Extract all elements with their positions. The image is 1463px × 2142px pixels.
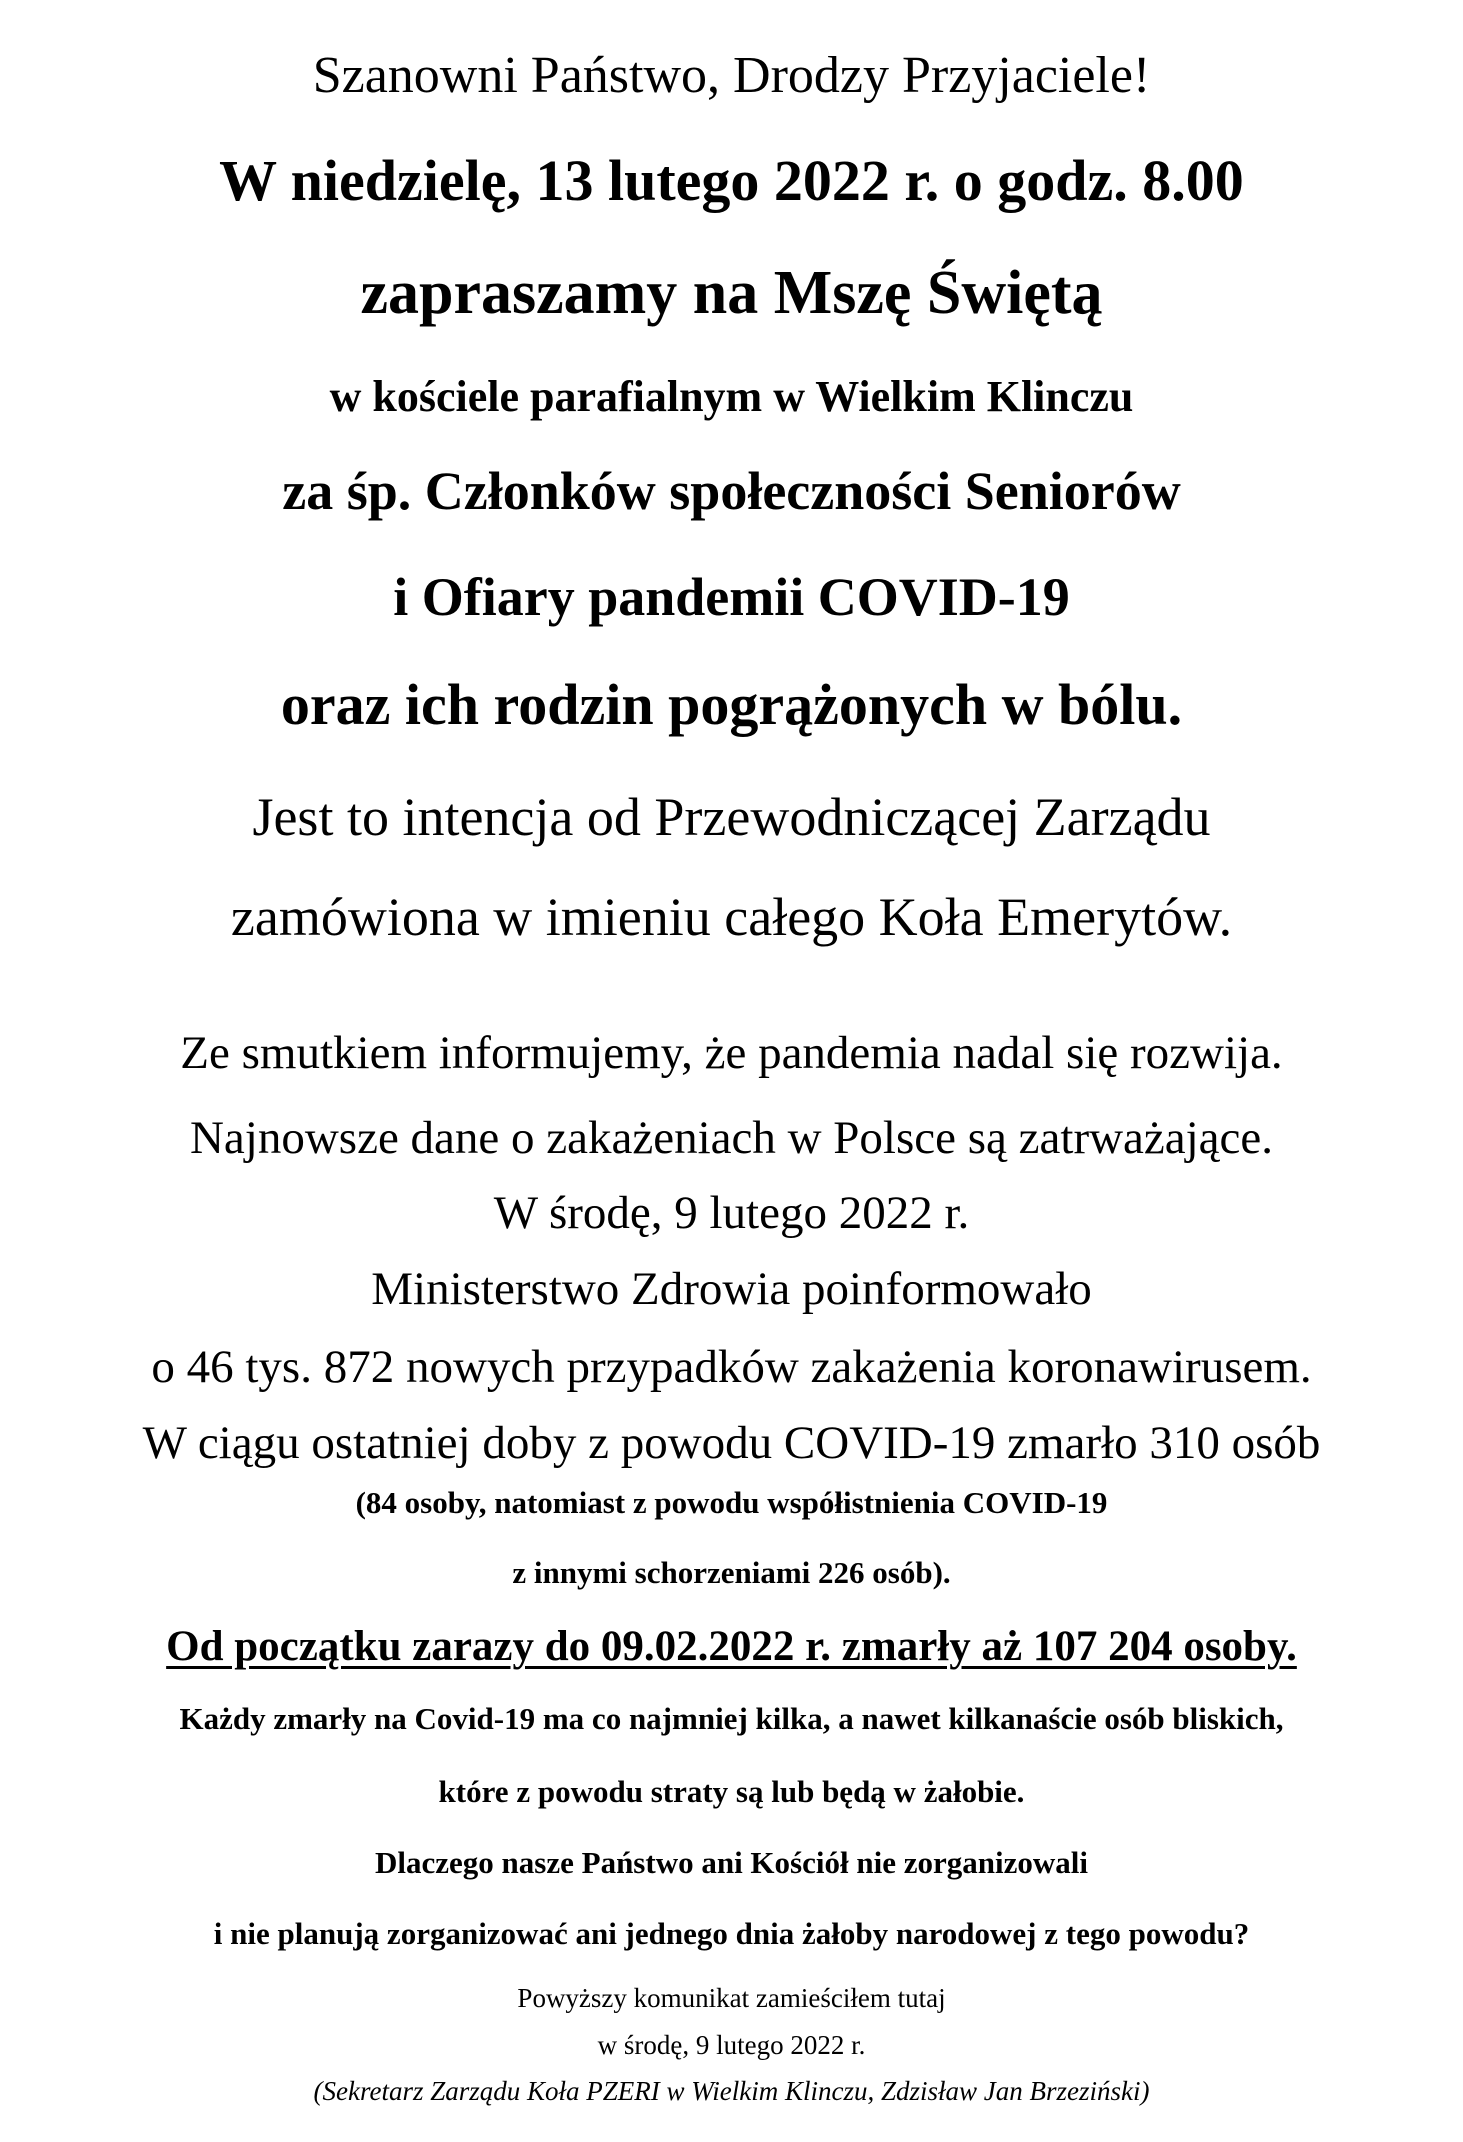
invitation-victims: i Ofiary pandemii COVID-19 [393, 567, 1070, 627]
news-line-3: W środę, 9 lutego 2022 r. [493, 1187, 970, 1239]
appeal-line-4: i nie planują zorganizować ani jednego dnia żałoby narodowej z tego powodu? [213, 1916, 1250, 1951]
invitation-church: w kościele parafialnym w Wielkim Klinczu [329, 372, 1134, 421]
appeal-line-2: które z powodu straty są lub będą w żałobie. [438, 1774, 1025, 1809]
appeal-line-1: Każdy zmarły na Covid-19 ma co najmniej kilka, a nawet kilkanaście osób bliskich, [179, 1701, 1284, 1736]
footer-line-2: w środę, 9 lutego 2022 r. [597, 2030, 866, 2060]
invitation-families: oraz ich rodzin pogrążonych w bólu. [280, 672, 1183, 737]
news-detail-1: (84 osoby, natomiast z powodu współistnienia COVID-19 [355, 1485, 1108, 1520]
news-line-5: o 46 tys. 872 nowych przypadków zakażenia koronawirusem. [151, 1341, 1312, 1393]
intention-line-2: zamówiona w imieniu całego Koła Emerytów. [230, 887, 1233, 947]
news-line-1: Ze smutkiem informujemy, że pandemia nadal się rozwija. [180, 1027, 1283, 1079]
invitation-mass: zapraszamy na Mszę Świętą [360, 259, 1103, 327]
news-line-2: Najnowsze dane o zakażeniach w Polsce są zatrważające. [189, 1112, 1274, 1164]
invitation-members: za śp. Członków społeczności Seniorów [282, 461, 1181, 521]
death-total-line: Od początku zarazy do 09.02.2022 r. zmarły aż 107 204 osoby. [166, 1623, 1297, 1670]
greeting: Szanowni Państwo, Drodzy Przyjaciele! [312, 47, 1151, 104]
footer-line-1: Powyższy komunikat zamieściłem tutaj [517, 1983, 946, 2013]
invitation-date: W niedzielę, 13 lutego 2022 r. o godz. 8.00 [219, 148, 1244, 213]
intention-line-1: Jest to intencja od Przewodniczącej Zarządu [252, 787, 1211, 847]
news-detail-2: z innymi schorzeniami 226 osób). [512, 1555, 951, 1590]
footer-signature: (Sekretarz Zarządu Koła PZERI w Wielkim Klinczu, Zdzisław Jan Brzeziński) [313, 2076, 1150, 2106]
news-line-6: W ciągu ostatniej doby z powodu COVID-19 zmarło 310 osób [142, 1417, 1321, 1469]
news-line-4: Ministerstwo Zdrowia poinformowało [371, 1263, 1092, 1315]
appeal-line-3: Dlaczego nasze Państwo ani Kościół nie zorganizowali [375, 1845, 1088, 1880]
